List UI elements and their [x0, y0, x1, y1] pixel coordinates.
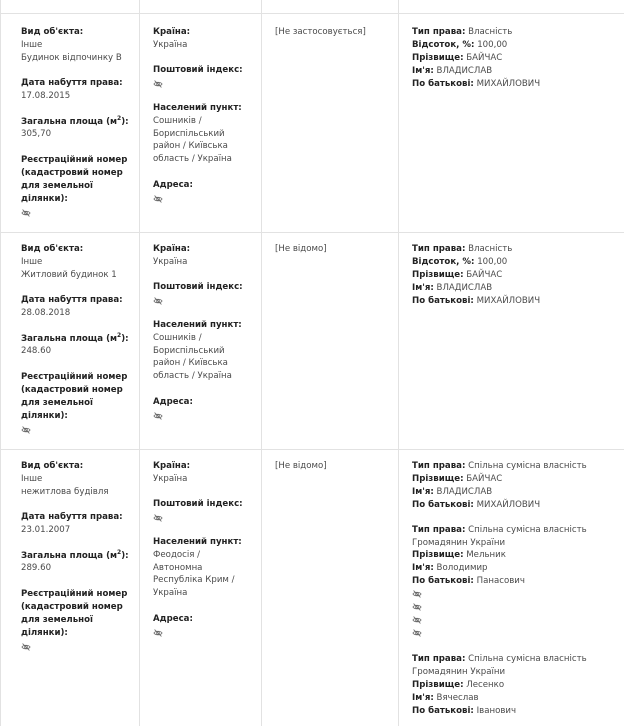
object-cell [21, 243, 136, 435]
location-cell [153, 243, 258, 421]
owner-block: Тип права: Спільна сумісна власність Прізвище: БАЙЧАС Ім'я: ВЛАДИСЛАВ По батькові: МИХАЙЛОВИЧ [412, 461, 587, 510]
area-value: 305,70 [21, 129, 52, 140]
eye-slash-icon [412, 615, 422, 625]
owners-cell [412, 460, 622, 718]
settlement-value: Феодосія / Автономна Республіка Крим / Україна [153, 549, 235, 599]
country-value: Україна [153, 473, 188, 484]
object-name: нежитлова будівля [21, 486, 109, 497]
area-value: 289.60 [21, 563, 52, 574]
country-label: Країна: [153, 27, 191, 37]
location-cell [153, 26, 258, 204]
object-cell [21, 460, 136, 652]
acquisition-date-value: 23.01.2007 [21, 524, 71, 535]
object-name: Будинок відпочинку В [21, 52, 122, 63]
eye-slash-icon [153, 513, 163, 523]
status-value: [Не застосовується] [275, 27, 366, 37]
eye-slash-icon [21, 208, 31, 218]
country-label: Країна: [153, 244, 191, 254]
owner-block: Тип права: Спільна сумісна власність Громадянин України Прізвище: Лесенко Ім'я: Вячеслав По батькові: Іванович [412, 654, 587, 716]
country-value: Україна [153, 39, 188, 50]
eye-slash-icon [153, 79, 163, 89]
eye-slash-icon [153, 296, 163, 306]
postal-label: Поштовий індекс: [153, 64, 243, 75]
status-cell [275, 243, 395, 256]
eye-slash-icon [153, 628, 163, 638]
settlement-value: Сошників / Бориспільський район / Київська область / Україна [153, 115, 232, 165]
object-type-label: Вид об'єкта: [21, 27, 84, 37]
eye-slash-icon [412, 602, 422, 612]
object-cell [21, 26, 136, 218]
object-type-value: Інше [21, 39, 43, 50]
owners-cell [412, 26, 622, 91]
status-value: [Не відомо] [275, 461, 327, 471]
settlement-label: Населений пункт: [153, 319, 242, 330]
postal-label: Поштовий індекс: [153, 281, 243, 292]
country-value: Україна [153, 256, 188, 267]
object-type-value: Інше [21, 256, 43, 267]
acquisition-date-label: Дата набуття права: [21, 294, 123, 305]
acquisition-date-label: Дата набуття права: [21, 77, 123, 88]
eye-slash-icon [412, 628, 422, 638]
owners-cell [412, 243, 622, 308]
owner-block: Тип права: Власність Відсоток, %: 100,00 Прізвище: БАЙЧАС Ім'я: ВЛАДИСЛАВ По батькові: МИХАЙЛОВИЧ [412, 244, 541, 306]
eye-slash-icon [153, 411, 163, 421]
area-label: Загальна площа $(м^2)$: [21, 114, 129, 127]
eye-slash-icon [412, 589, 422, 599]
eye-slash-icon [21, 642, 31, 652]
settlement-label: Населений пункт: [153, 536, 242, 547]
area-label: Загальна площа $(м^2)$: [21, 331, 129, 344]
acquisition-date-value: 17.08.2015 [21, 90, 71, 101]
object-type-label: Вид об'єкта: [21, 461, 84, 471]
settlement-value: Сошників / Бориспільський район / Київська область / Україна [153, 332, 232, 382]
acquisition-date-label: Дата набуття права: [21, 511, 123, 522]
object-type-value: Інше [21, 473, 43, 484]
eye-slash-icon [153, 194, 163, 204]
status-value: [Не відомо] [275, 244, 327, 254]
address-label: Адреса: [153, 397, 193, 408]
owner-block: Тип права: Спільна сумісна власність Громадянин України Прізвище: Мельник Ім'я: Володимир По батькові: Панасович [412, 524, 622, 639]
object-name: Житловий будинок 1 [21, 269, 117, 280]
area-value: 248.60 [21, 346, 52, 357]
owner-block: Тип права: Власність Відсоток, %: 100,00 Прізвище: БАЙЧАС Ім'я: ВЛАДИСЛАВ По батькові: МИХАЙЛОВИЧ [412, 27, 541, 89]
status-cell [275, 26, 395, 39]
status-cell [275, 460, 395, 473]
cadastral-label: Реєстраційний номер (кадастровий номер для земельної ділянки): [21, 372, 128, 422]
address-label: Адреса: [153, 180, 193, 191]
country-label: Країна: [153, 461, 191, 471]
area-label: Загальна площа $(м^2)$: [21, 548, 129, 561]
postal-label: Поштовий індекс: [153, 498, 243, 509]
eye-slash-icon [21, 425, 31, 435]
location-cell [153, 460, 258, 638]
acquisition-date-value: 28.08.2018 [21, 307, 71, 318]
object-type-label: Вид об'єкта: [21, 244, 84, 254]
settlement-label: Населений пункт: [153, 102, 242, 113]
address-label: Адреса: [153, 614, 193, 625]
cadastral-label: Реєстраційний номер (кадастровий номер для земельної ділянки): [21, 155, 128, 205]
cadastral-label: Реєстраційний номер (кадастровий номер для земельної ділянки): [21, 589, 128, 639]
